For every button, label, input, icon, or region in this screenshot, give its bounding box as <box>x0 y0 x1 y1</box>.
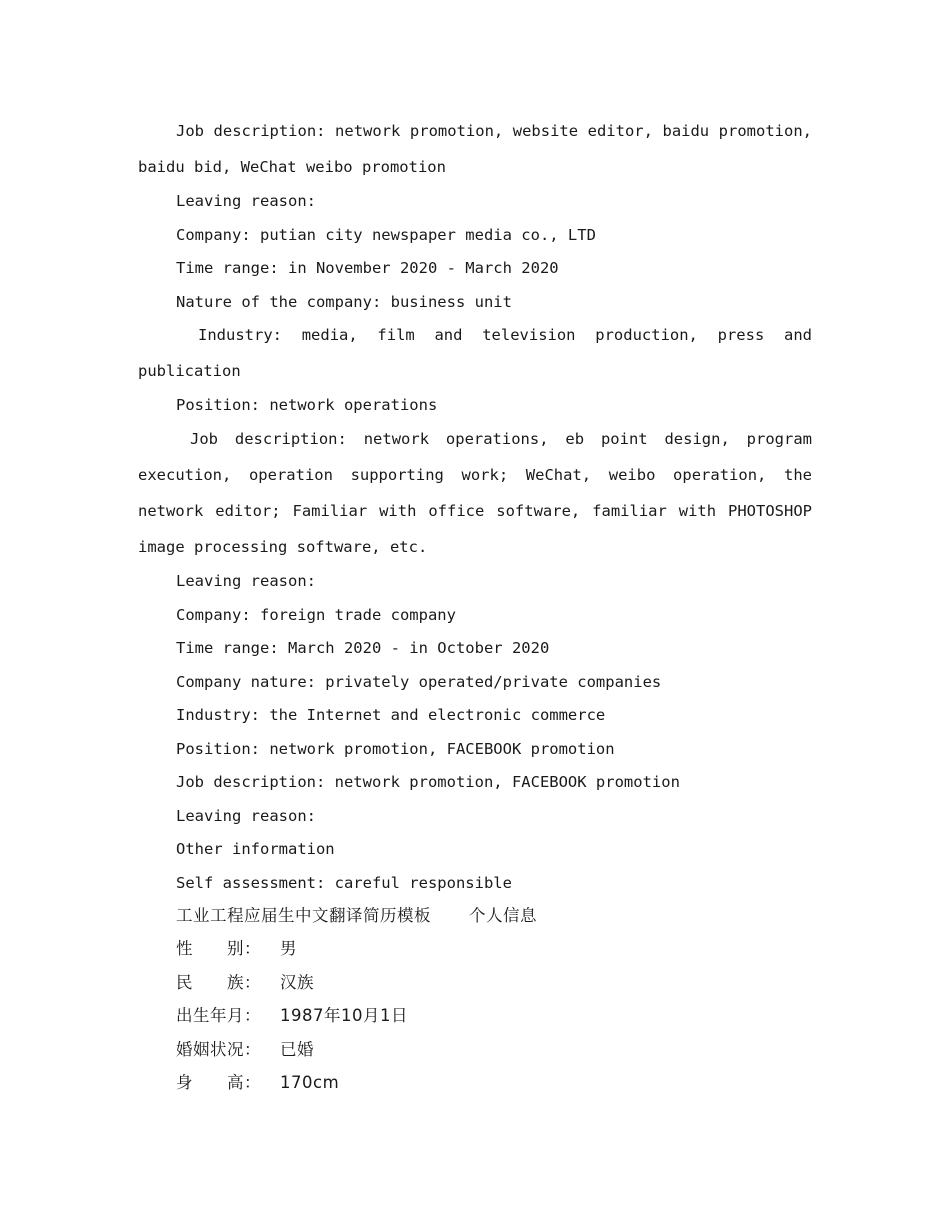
job2-company: Company: putian city newspaper media co., LTD <box>176 226 596 244</box>
job2-industry: Industry: media, film and television production, press and publication <box>138 326 812 380</box>
job2-nature: Nature of the company: business unit <box>176 293 512 311</box>
field-marital-status <box>138 1032 850 1068</box>
job3-description: Job description: network promotion, FACEBOOK promotion <box>176 773 680 791</box>
field-label: 民 族： <box>176 973 261 992</box>
field-label: 婚姻状况： <box>176 1040 261 1059</box>
chinese-section-subtitle: 个人信息 <box>469 906 537 925</box>
job3-leaving-reason: Leaving reason: <box>176 807 316 825</box>
field-value: 已婚 <box>280 1040 314 1059</box>
chinese-section-heading <box>138 898 850 934</box>
field-gender <box>138 931 850 967</box>
field-value: 170cm <box>280 1073 340 1092</box>
job3-time-range: Time range: March 2020 - in October 2020 <box>176 639 550 657</box>
job2-description: Job description: network operations, eb point design, program execution, operation supporting work; WeChat, weibo operation, the network editor; Familiar with office software, familiar with PHOTOSHOP image processing software, etc. <box>138 430 812 556</box>
self-assessment: Self assessment: careful responsible <box>176 874 512 892</box>
job2-time-range: Time range: in November 2020 - March 2020 <box>176 259 559 277</box>
field-value: 男 <box>280 939 297 958</box>
job3-industry: Industry: the Internet and electronic commerce <box>176 706 606 724</box>
field-value: 汉族 <box>280 973 314 992</box>
field-label: 出生年月： <box>176 1006 261 1025</box>
field-label: 性 别： <box>176 939 261 958</box>
job3-position: Position: network promotion, FACEBOOK promotion <box>176 740 615 758</box>
field-height <box>138 1065 850 1101</box>
job2-leaving-reason: Leaving reason: <box>176 572 316 590</box>
other-info-heading: Other information <box>176 840 335 858</box>
field-label: 身 高： <box>176 1073 261 1092</box>
chinese-section-title: 工业工程应届生中文翻译简历模板 <box>176 906 431 925</box>
job3-nature: Company nature: privately operated/private companies <box>176 673 662 691</box>
field-ethnicity <box>138 965 850 1001</box>
job1-leaving-reason: Leaving reason: <box>176 192 316 210</box>
job3-company: Company: foreign trade company <box>176 606 456 624</box>
job2-position: Position: network operations <box>176 396 438 414</box>
job1-description: Job description: network promotion, website editor, baidu promotion, baidu bid, WeChat weibo promotion <box>138 122 812 176</box>
field-value: 1987年10月1日 <box>280 1006 408 1025</box>
field-birth-date <box>138 998 850 1034</box>
